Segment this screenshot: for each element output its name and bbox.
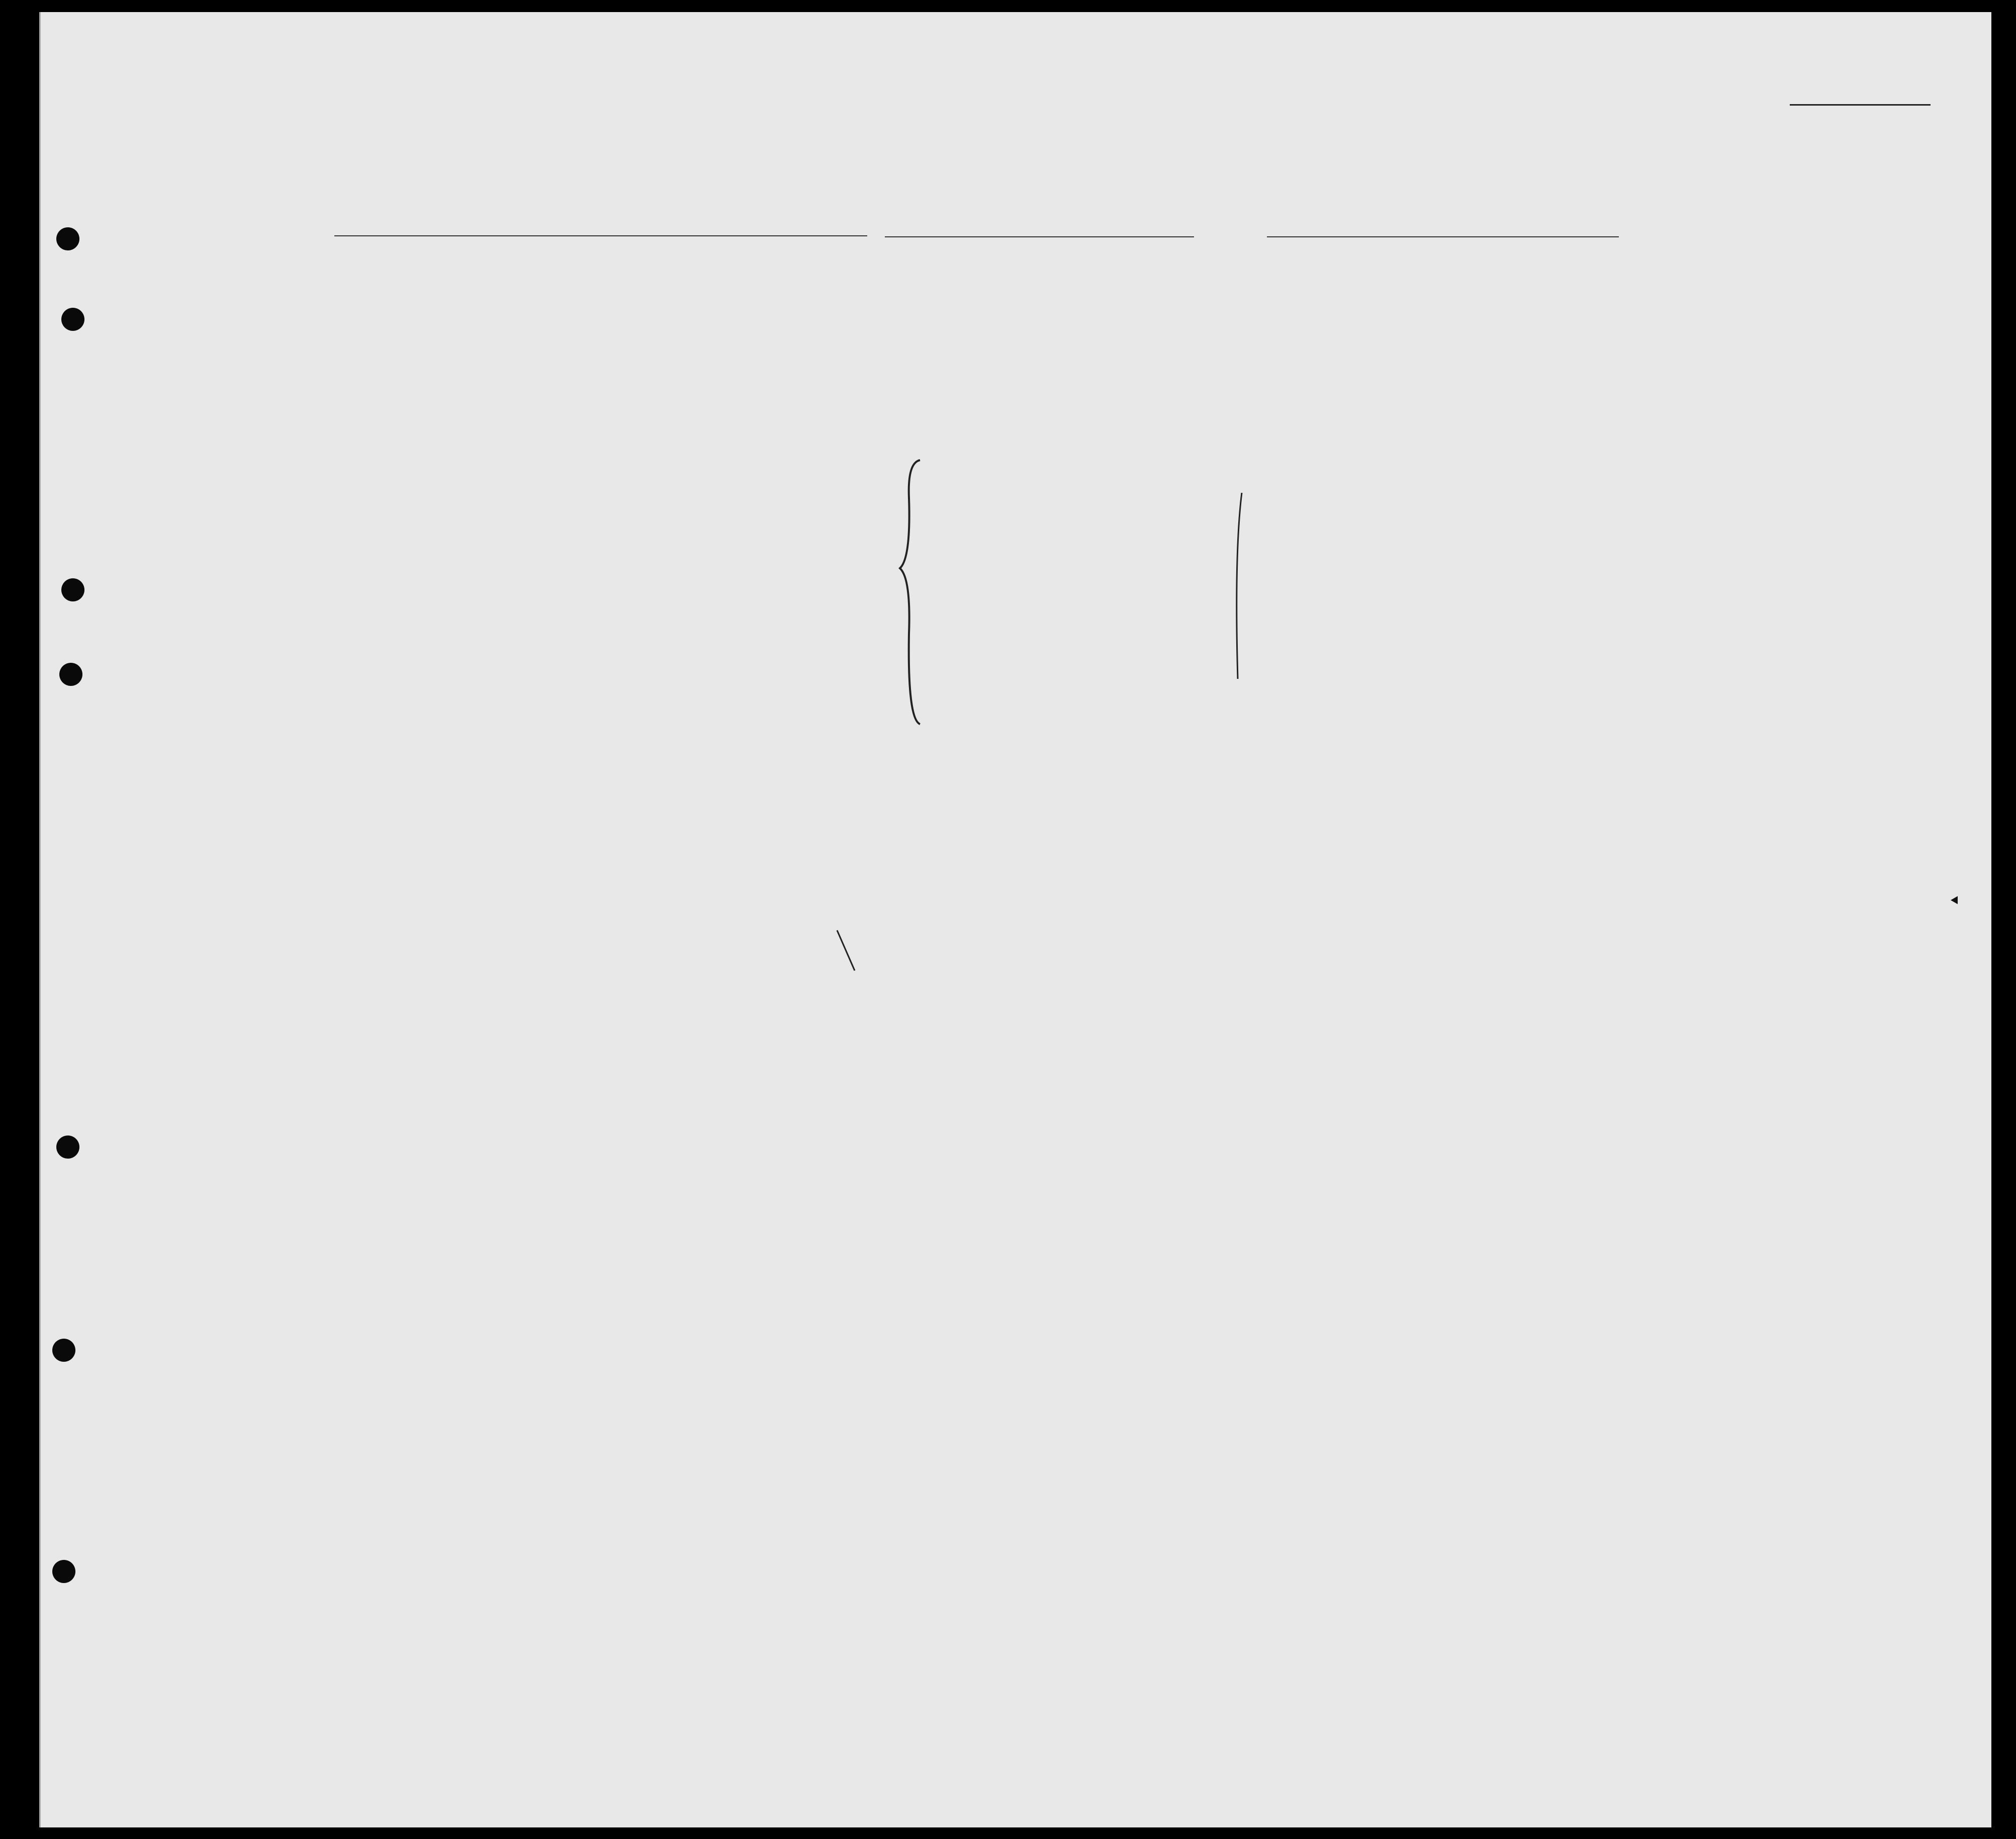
- bracket-mark: [900, 460, 920, 724]
- margin-mark: [1951, 896, 1958, 904]
- pencil-stroke: [837, 930, 855, 971]
- pencil-stroke: [1237, 493, 1242, 679]
